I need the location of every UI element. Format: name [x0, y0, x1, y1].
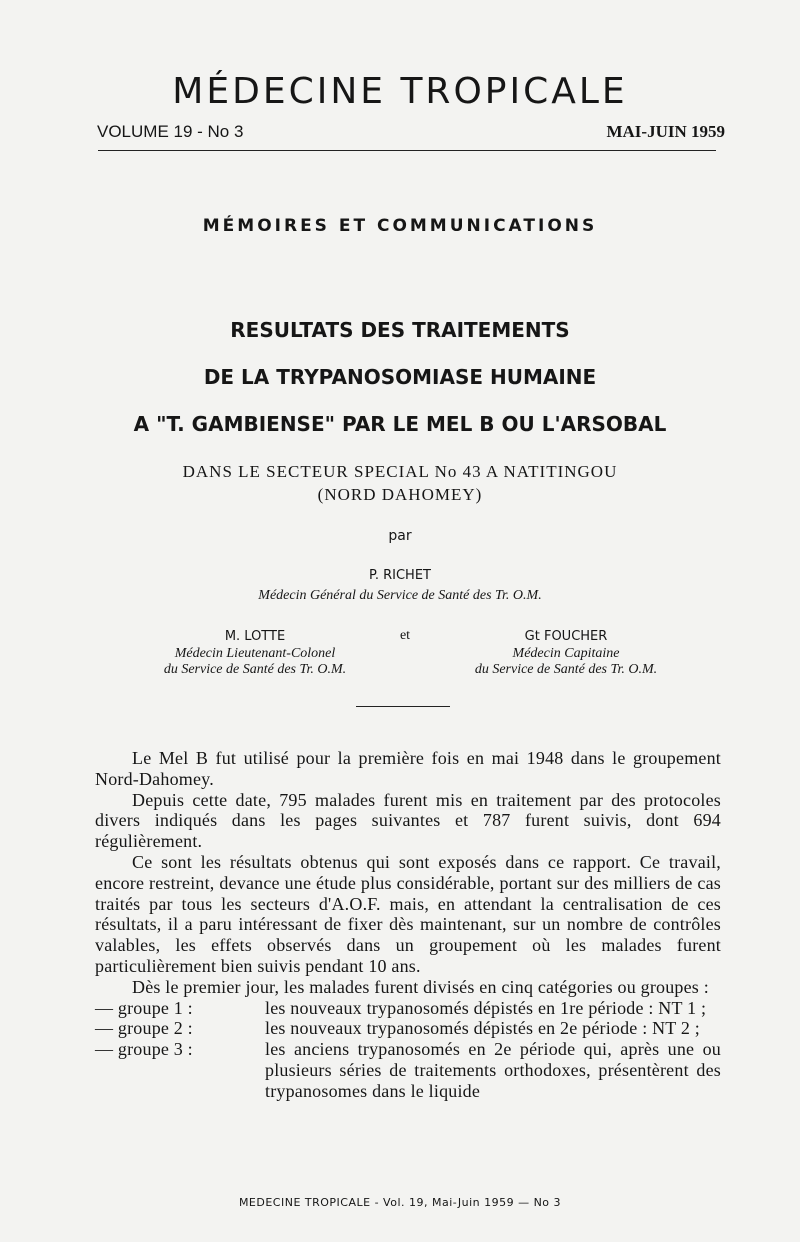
- author-block: [120, 628, 390, 678]
- title-line: DE LA TRYPANOSOMIASE HUMAINE: [203, 365, 597, 389]
- journal-title: MÉDECINE TROPICALE: [172, 71, 628, 112]
- header-divider: [98, 150, 716, 151]
- author-role: Médecin Lieutenant-Colonel: [174, 646, 336, 661]
- group-label: — groupe 1 :: [95, 997, 193, 1018]
- author-role: du Service de Santé des Tr. O.M.: [474, 662, 658, 677]
- body-paragraph: Ce sont les résultats obtenus qui sont exposés dans ce rapport. Ce travail, encore restreint, devance une étude plus considérable, portant sur des milliers de cas traités par tous les secteurs d'A.O.F. mais, en attendant la centralisation de ces résultats, il a paru intéressant de fixer dès maintenant, sur un nombre de contrôles valables, les effets observés dans un groupement où les malades furent particulièrement bien suivis pendant 10 ans.: [95, 851, 721, 976]
- group-label: — groupe 2 :: [95, 1018, 193, 1039]
- list-item: [95, 998, 721, 1019]
- issue-date: MAI-JUIN 1959: [606, 122, 725, 141]
- author-name: P. RICHET: [369, 568, 431, 583]
- article-body: [95, 748, 721, 1102]
- body-paragraph: Dès le premier jour, les malades furent divisés en cinq catégories ou groupes :: [132, 976, 709, 997]
- subtitle-line: DANS LE SECTEUR SPECIAL No 43 A NATITINGOU: [182, 462, 618, 481]
- group-description: les nouveaux trypanosomés dépistés en 1re période : NT 1 ;: [265, 997, 707, 1018]
- author-name: Gt FOUCHER: [524, 629, 608, 644]
- title-line: RESULTATS DES TRAITEMENTS: [230, 318, 570, 342]
- group-description: les nouveaux trypanosomés dépistés en 2e période : NT 2 ;: [265, 1018, 700, 1039]
- article-title: [0, 318, 800, 459]
- body-paragraph: Le Mel B fut utilisé pour la première fois en mai 1948 dans le groupement Nord-Dahomey.: [95, 748, 721, 789]
- section-heading: MÉMOIRES ET COMMUNICATIONS: [202, 216, 598, 236]
- list-item: [95, 1039, 721, 1101]
- author-role: Médecin Capitaine: [512, 646, 620, 661]
- group-list: [95, 998, 721, 1102]
- group-label: — groupe 3 :: [95, 1039, 193, 1060]
- group-description: les anciens trypanosomés en 2e période qui, après une ou plusieurs séries de traitements orthodoxes, présentèrent des trypanosomes dans le liquide: [265, 1039, 721, 1101]
- issue-line: [97, 122, 725, 146]
- title-line: A "T. GAMBIENSE" PAR LE MEL B OU L'ARSOBAL: [133, 412, 667, 436]
- subtitle-line: (NORD DAHOMEY): [317, 485, 483, 504]
- body-paragraph: Depuis cette date, 795 malades furent mis en traitement par des protocoles divers indiqués dans les pages suivantes et 787 furent suivis, dont 694 régulièrement.: [95, 789, 721, 852]
- author-role: du Service de Santé des Tr. O.M.: [163, 662, 347, 677]
- by-label: par: [388, 528, 412, 544]
- list-item: [95, 1018, 721, 1039]
- author-block: [432, 628, 700, 678]
- authors-divider: [356, 706, 450, 707]
- author-role: Médecin Général du Service de Santé des Tr. O.M.: [258, 588, 542, 603]
- page-footer: MEDECINE TROPICALE - Vol. 19, Mai-Juin 1959 — No 3: [238, 1196, 562, 1209]
- and-label: et: [399, 628, 411, 643]
- volume-number: VOLUME 19 - No 3: [97, 122, 244, 141]
- author-name: M. LOTTE: [224, 629, 286, 644]
- article-subtitle: [0, 460, 800, 506]
